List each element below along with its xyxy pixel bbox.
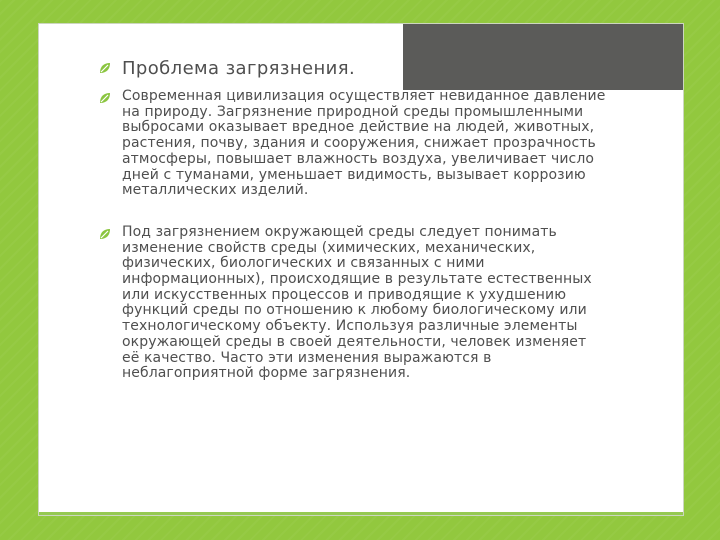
paragraph-intro: Современная цивилизация осуществляет невиданное давление на природу. Загрязнение природной среды промышленными выбросами оказывает вредное действие на людей, животных, растения, почву, здания и сооружения, снижает прозрачность атмосферы, повышает влажность воздуха, увеличивает число дней с туманами, уменьшает видимость, вызывает коррозию металлических изделий. xyxy=(122,88,606,199)
paragraph-definition: Под загрязнением окружающей среды следует понимать изменение свойств среды (химических, механических, физических, биологических и связанных с ними информационных), происходящие в результате естественных или искусственных процессов и приводящие к ухудшению функций среды по отношению к любому биологическому или технологическому объекту. Используя различные элементы окружающей среды в своей деятельности, человек изменяет её качество. Часто эти изменения выражаются в неблагоприятной форме загрязнения. xyxy=(122,223,592,382)
bullet-item-definition xyxy=(98,225,608,382)
bullet-item-intro xyxy=(98,89,608,199)
bullet-list xyxy=(98,59,608,410)
slide-title: Проблема загрязнения. xyxy=(122,58,356,79)
leaf-icon xyxy=(98,91,112,105)
bottom-accent-bar xyxy=(39,512,683,515)
leaf-icon xyxy=(98,61,112,75)
leaf-icon xyxy=(98,227,112,241)
bullet-item-title xyxy=(98,59,608,79)
